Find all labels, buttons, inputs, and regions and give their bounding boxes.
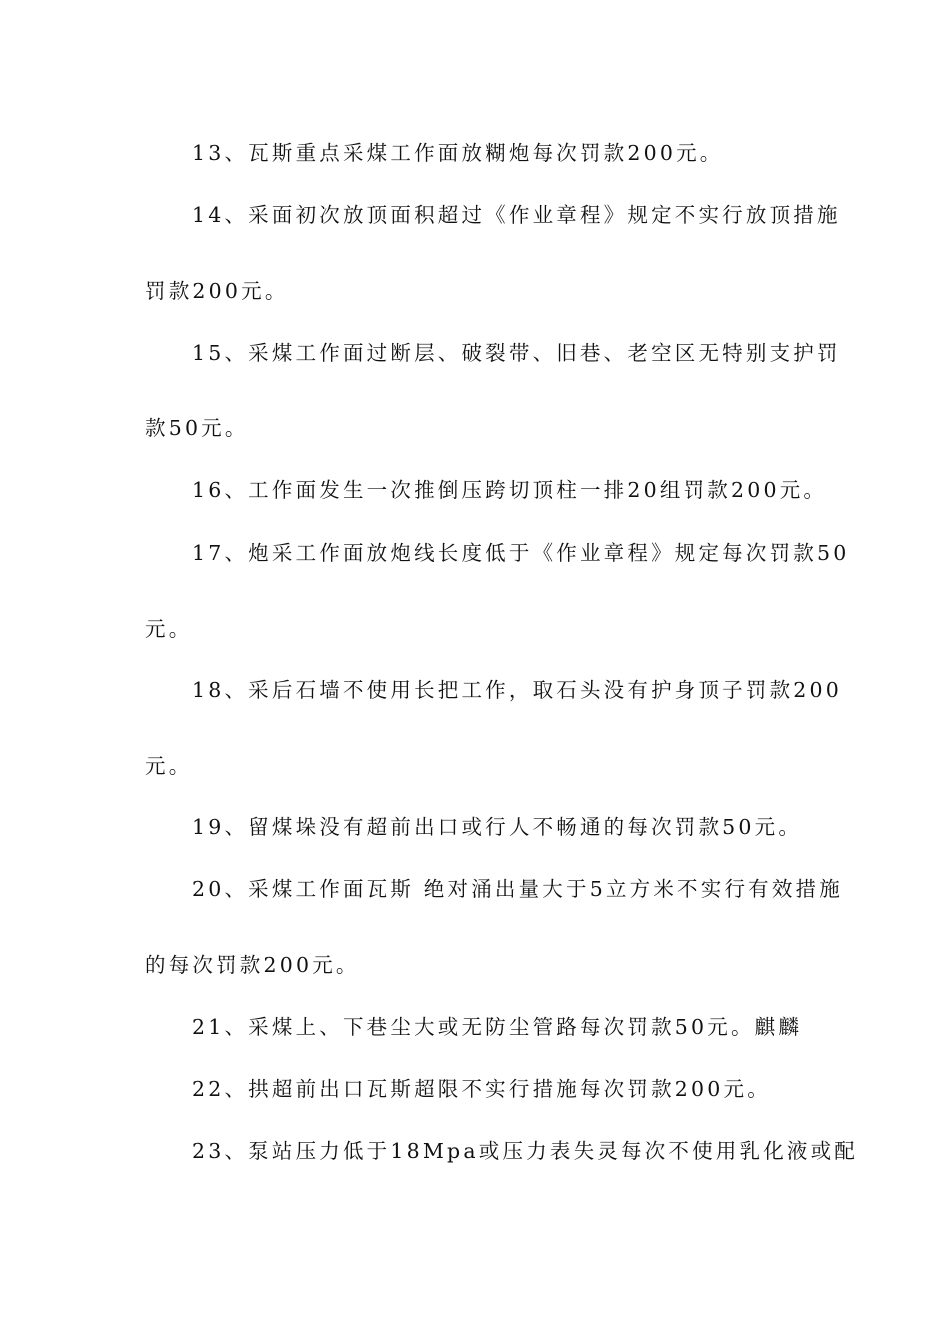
text-line-15: 15、采煤工作面过断层、破裂带、旧巷、老空区无特别支护罚 — [192, 341, 841, 365]
text-line-17: 17、炮采工作面放炮线长度低于《作业章程》规定每次罚款50 — [192, 541, 850, 565]
text-line-19: 19、留煤垛没有超前出口或行人不畅通的每次罚款50元。 — [192, 815, 803, 839]
text-line-22: 22、拱超前出口瓦斯超限不实行措施每次罚款200元。 — [192, 1077, 771, 1101]
text-line-14: 14、采面初次放顶面积超过《作业章程》规定不实行放顶措施 — [192, 203, 841, 227]
text-line-17-cont: 元。 — [145, 617, 193, 641]
text-line-15-cont: 款50元。 — [145, 416, 249, 440]
text-line-14-cont: 罚款200元。 — [145, 279, 289, 303]
text-line-21: 21、采煤上、下巷尘大或无防尘管路每次罚款50元。麒麟 — [192, 1015, 803, 1039]
text-line-23: 23、泵站压力低于18Mpa或压力表失灵每次不使用乳化液或配 — [192, 1139, 859, 1163]
text-line-18: 18、采后石墙不使用长把工作，取石头没有护身顶子罚款200 — [192, 678, 843, 702]
text-line-18-cont: 元。 — [145, 754, 193, 778]
text-line-16: 16、工作面发生一次推倒压跨切顶柱一排20组罚款200元。 — [192, 478, 828, 502]
text-line-20: 20、采煤工作面瓦斯 绝对涌出量大于5立方米不实行有效措施 — [192, 877, 843, 901]
text-line-20-cont: 的每次罚款200元。 — [145, 953, 360, 977]
text-line-13: 13、瓦斯重点采煤工作面放糊炮每次罚款200元。 — [192, 141, 724, 165]
